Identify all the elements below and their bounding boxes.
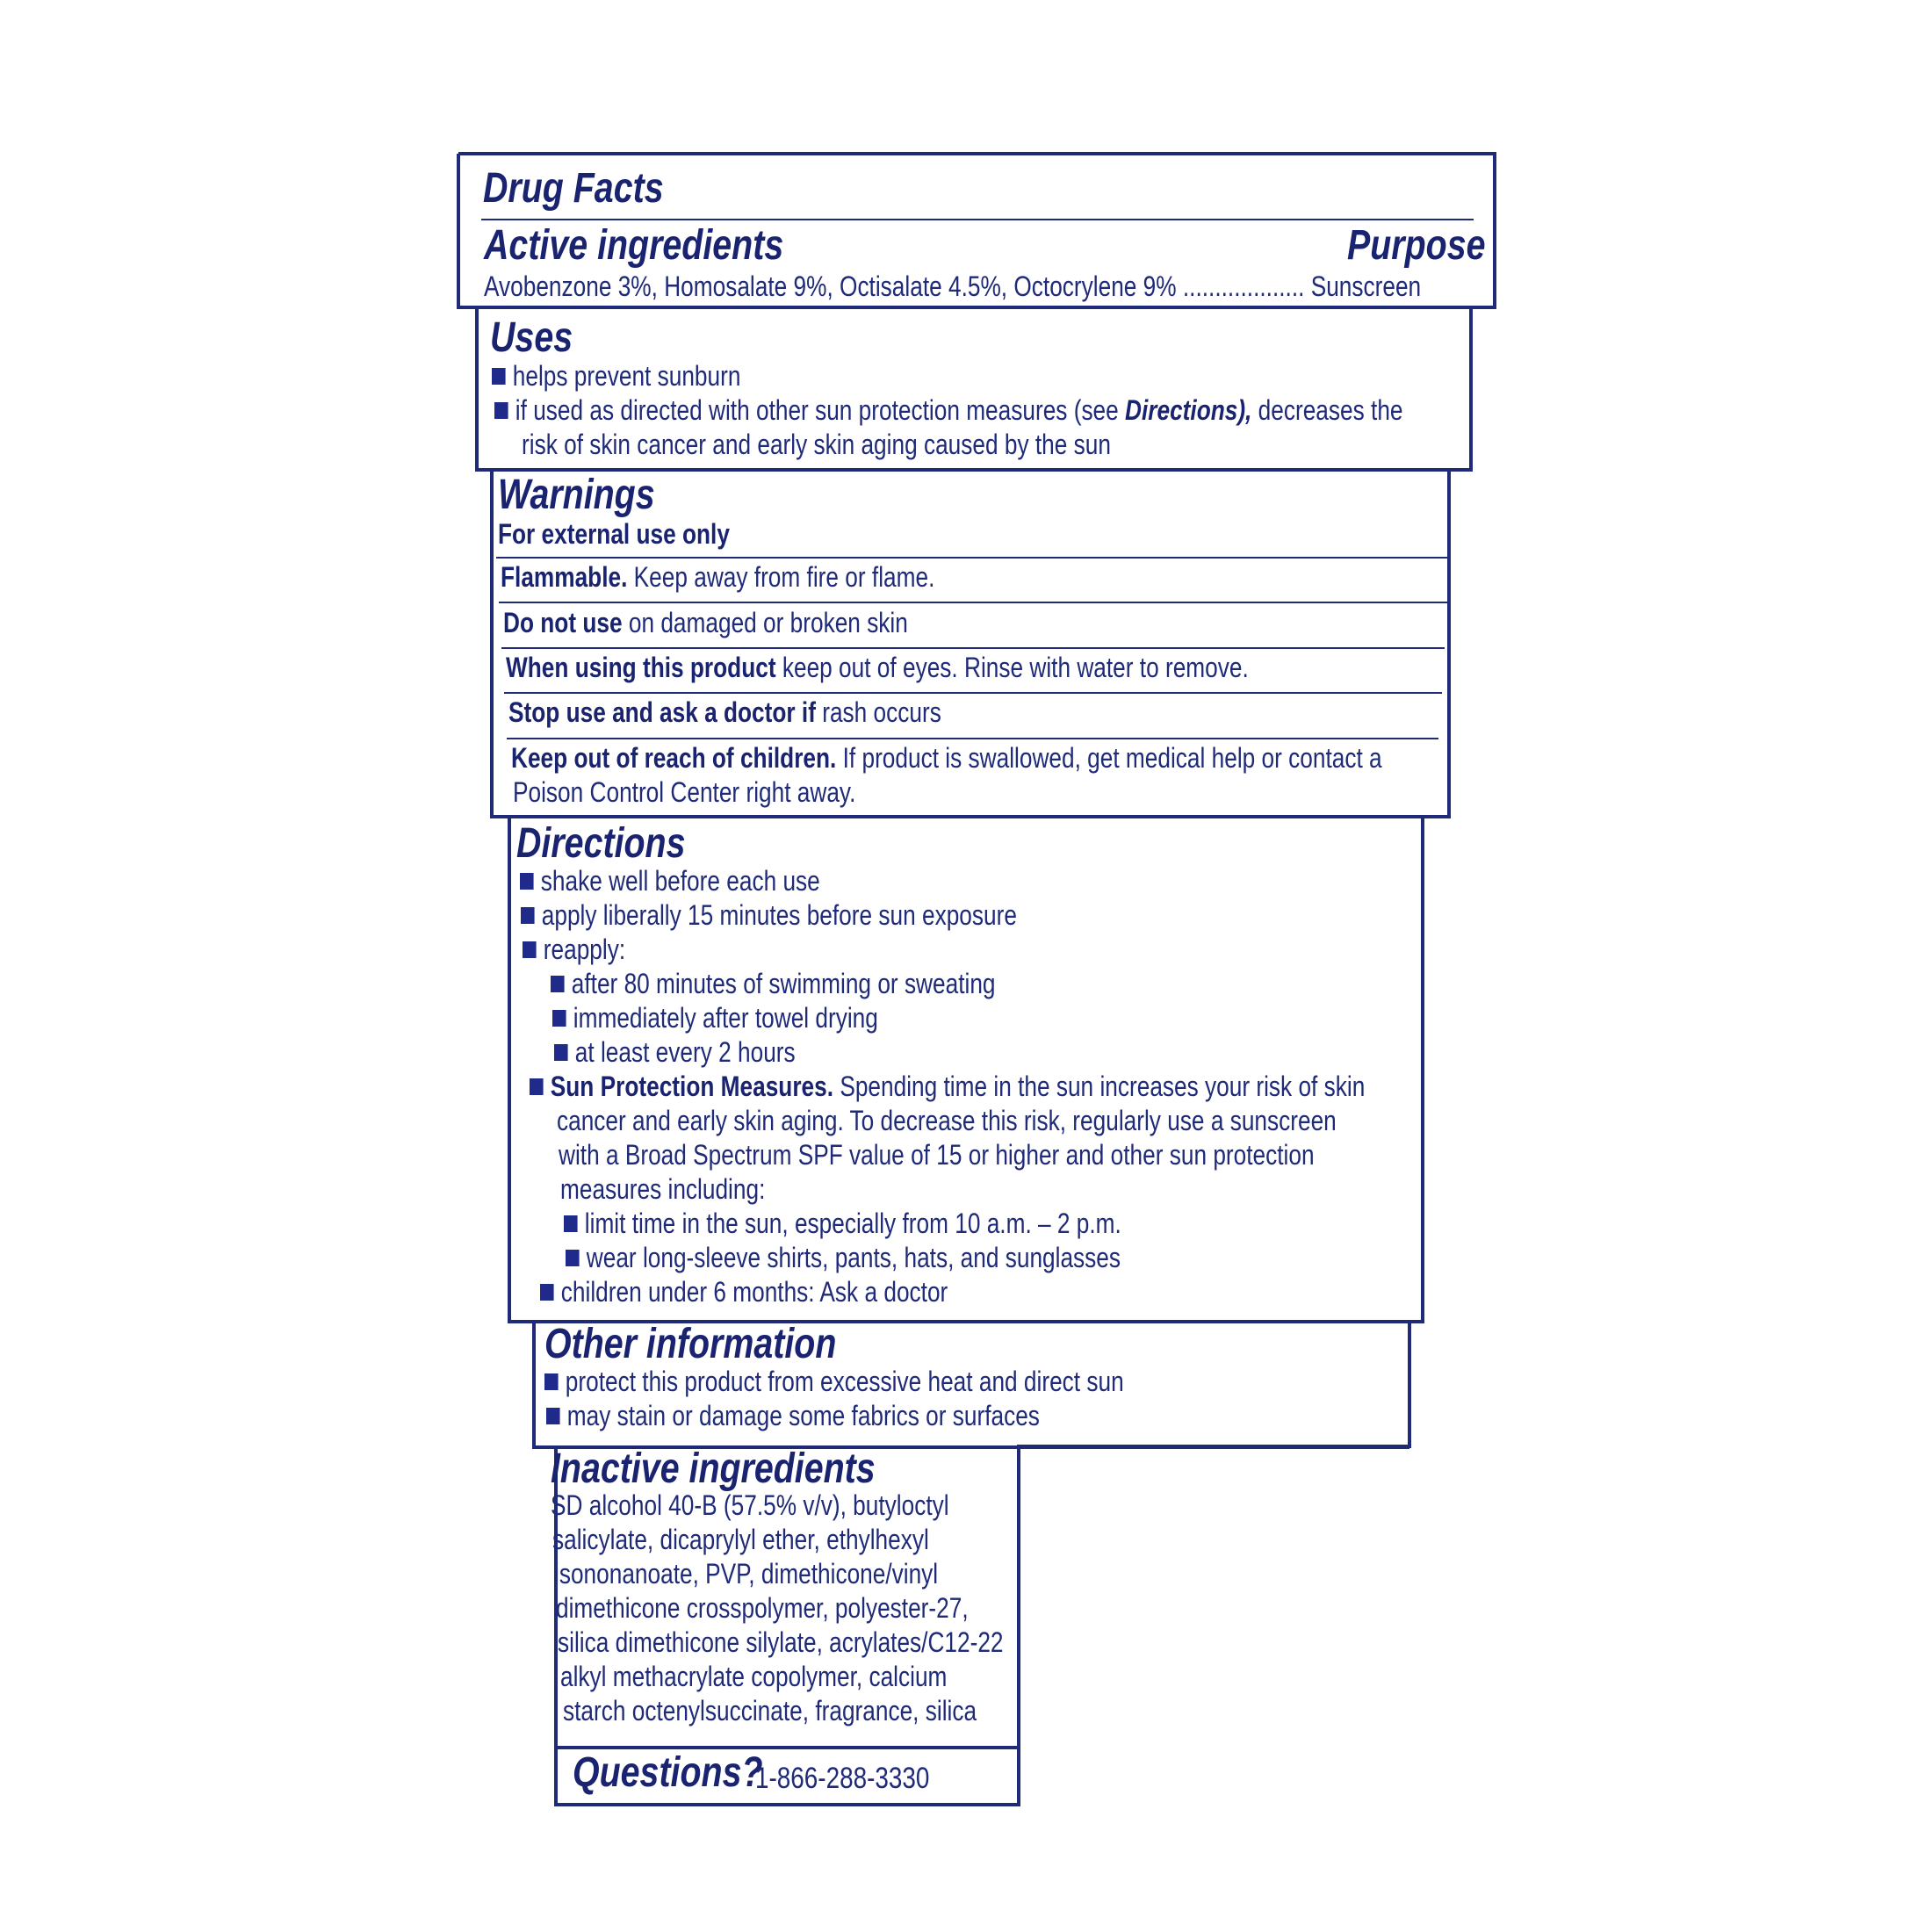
warning-flammable: Flammable. Keep away from fire or flame.: [501, 561, 935, 593]
direction-item-1: shake well before each use: [520, 863, 820, 898]
warning-do-not-use: Do not use on damaged or broken skin: [503, 607, 908, 638]
inactive-line-1: SD alcohol 40-B (57.5% v/v), butyloctyl: [551, 1489, 949, 1521]
other-information-heading: Other information: [544, 1321, 837, 1367]
direction-subitem-3b: immediately after towel drying: [552, 1000, 878, 1035]
questions-phone: 1-866-288-3330: [755, 1762, 930, 1795]
bullet-square-icon: [520, 873, 534, 890]
directions-heading: Directions: [516, 820, 686, 867]
warning-when-using: When using this product keep out of eyes. Rinse with water to remove.: [506, 652, 1249, 683]
warnings-heading: Warnings: [498, 472, 655, 518]
bullet-square-icon: [551, 976, 565, 992]
other-item-1: protect this product from excessive heat and direct sun: [544, 1364, 1124, 1399]
inactive-ingredients-heading: Inactive ingredients: [551, 1445, 876, 1492]
warning-keep-out-continued: Poison Control Center right away.: [513, 776, 856, 808]
purpose-heading: Purpose: [1347, 222, 1486, 269]
inactive-line-2: salicylate, dicaprylyl ether, ethylhexyl: [552, 1524, 929, 1555]
bullet-square-icon: [552, 1010, 566, 1027]
page-title: Drug Facts: [483, 165, 664, 212]
sun-protection-line-3: with a Broad Spectrum SPF value of 15 or higher and other sun protection: [559, 1139, 1315, 1171]
bullet-square-icon: [544, 1373, 559, 1390]
bullet-square-icon: [564, 1215, 578, 1232]
bullet-square-icon: [554, 1044, 568, 1061]
bullet-square-icon: [521, 907, 535, 924]
uses-item-2: if used as directed with other sun protection measures (see Directions), decreases the: [494, 393, 1403, 428]
inactive-line-7: starch octenylsuccinate, fragrance, silica: [563, 1695, 977, 1727]
direction-subitem-3c: at least every 2 hours: [554, 1034, 796, 1070]
active-ingredients-list: Avobenzone 3%, Homosalate 9%, Octisalate 4.5%, Octocrylene 9%: [484, 270, 1177, 302]
uses-item-2-continued: risk of skin cancer and early skin aging caused by the sun: [522, 429, 1111, 460]
bullet-square-icon: [523, 941, 537, 958]
questions-heading: Questions?: [573, 1749, 763, 1796]
bullet-square-icon: [566, 1250, 580, 1266]
active-ingredients-heading: Active ingredients: [484, 222, 784, 269]
bullet-square-icon: [492, 368, 506, 385]
sun-protection-subitem-a: limit time in the sun, especially from 10 a.m. – 2 p.m.: [564, 1206, 1121, 1241]
purpose-value: Sunscreen: [1310, 270, 1422, 302]
uses-item-1: helps prevent sunburn: [492, 358, 740, 393]
inactive-line-6: alkyl methacrylate copolymer, calcium: [560, 1661, 948, 1692]
bullet-square-icon: [530, 1078, 544, 1095]
bullet-square-icon: [540, 1284, 554, 1301]
active-ingredients-row: [484, 269, 1421, 304]
direction-sun-protection: Sun Protection Measures. Spending time in the sun increases your risk of skin: [530, 1069, 1365, 1104]
inactive-line-3: isononanoate, PVP, dimethicone/vinyl: [554, 1558, 939, 1590]
bullet-square-icon: [546, 1408, 560, 1424]
direction-item-3: reapply:: [523, 932, 625, 967]
leader-dots: ...................: [1182, 270, 1305, 302]
bullet-square-icon: [494, 402, 508, 419]
sun-protection-line-4: measures including:: [560, 1173, 766, 1205]
direction-item-2: apply liberally 15 minutes before sun exposure: [521, 898, 1017, 933]
direction-item-children: children under 6 months: Ask a doctor: [540, 1274, 948, 1309]
direction-subitem-3a: after 80 minutes of swimming or sweating: [551, 966, 996, 1001]
external-use-only: For external use only: [498, 518, 730, 550]
inactive-line-4: dimethicone crosspolymer, polyester-27,: [556, 1592, 969, 1624]
warning-keep-out-of-reach: Keep out of reach of children. If product is swallowed, get medical help or contact a: [511, 742, 1382, 774]
sun-protection-subitem-b: wear long-sleeve shirts, pants, hats, and sunglasses: [566, 1240, 1121, 1275]
inactive-line-5: silica dimethicone silylate, acrylates/C12-22: [558, 1626, 1004, 1658]
warning-stop-use: Stop use and ask a doctor if rash occurs: [508, 696, 941, 728]
sun-protection-line-2: cancer and early skin aging. To decrease this risk, regularly use a sunscreen: [557, 1105, 1337, 1136]
uses-heading: Uses: [490, 314, 573, 361]
other-item-2: may stain or damage some fabrics or surfaces: [546, 1398, 1040, 1433]
